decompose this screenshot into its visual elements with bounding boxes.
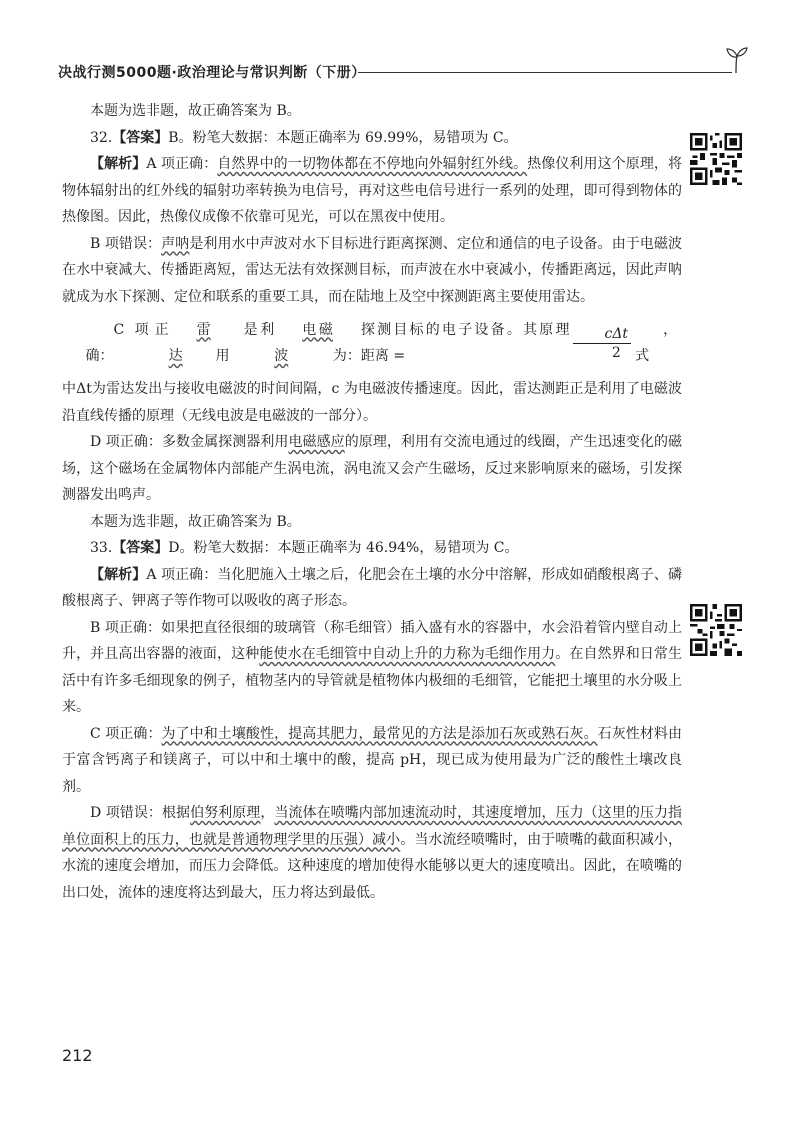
question-32-analysis-d: D 项正确：多数金属探测器利用电磁感应的原理，利用有交流电通过的线圈，产生迅速变化的磁场，这个磁场在金属物体内部能产生涡电流，涡电流又会产生磁场，反过来影响原来的磁场，引发探测器发出鸣声。 <box>62 434 682 503</box>
answer-line: 本题为选非题，故正确答案为 B。 <box>90 513 301 530</box>
question-32-analysis-a: 【解析】A 项正确：自然界中的一切物体都在不停地向外辐射红外线。热像仪利用这个原理，将物体辐射出的红外线的辐射功率转换为电信号，再对这些电信号进行一系列的处理，即可得到物体的热像图。因此，热像仪成像不依靠可见光，可以在黑夜中使用。 <box>62 156 683 225</box>
header-rule <box>358 72 732 73</box>
qr-code-icon[interactable] <box>690 133 742 185</box>
answer-line: 本题为选非题，故正确答案为 B。 <box>90 103 301 119</box>
distance-formula: $\frac{\text{cΔt}}{2}$ <box>573 325 631 362</box>
question-33-analysis-c: C 项正确：为了中和土壤酸性，提高其肥力，最常见的方法是添加石灰或熟石灰。石灰性材料由于富含钙离子和镁离子，可以中和土壤中的酸，提高 pH，现已成为使用最为广泛的酸性土壤改良剂。 <box>62 725 683 795</box>
question-33-analysis-d: D 项错误：根据伯努利原理，当流体在喷嘴内部加速流动时，其速度增加，压力（这里的压力指单位面积上的压力，也就是普通物理学里的压强）减小。当水流经喷嘴时，由于喷嘴的截面积减小，水流的速度会增加，而压力会降低。这种速度的增加使得水能够以更大的速度喷出。因此，在喷嘴的出口处，流体的速度将达到最大，压力将达到最低。 <box>62 805 683 901</box>
answer-label: 【答案】 <box>112 540 169 556</box>
question-32-analysis-c: 中Δt为雷达发出与接收电磁波的时间间隔，c 为电磁波传播速度。因此，雷达测距正是利用了电磁波沿直线传播的原理（无线电波是电磁波的一部分）。 <box>62 381 682 424</box>
book-title: 决战行测5000题·政治理论与常识判断（下册） <box>58 65 366 81</box>
question-33-analysis-a: 【解析】A 项正确：当化肥施入土壤之后，化肥会在土壤的水分中溶解，形成如硝酸根离子、磷酸根离子、钾离子等作物可以吸收的离子形态。 <box>62 566 683 609</box>
question-33-analysis-b: B 项正确：如果把直径很细的玻璃管（称毛细管）插入盛有水的容器中，水会沿着管内壁自动上升，并且高出容器的液面，这种能使水在毛细管中自动上升的力称为毛细作用力。在自然界和日常生活中有许多毛细现象的例子，植物茎内的导管就是植物体内极细的毛细管，它能把土壤里的水分吸上来。 <box>62 619 683 715</box>
question-32-answer: 32.【答案】B。粉笔大数据：本题正确率为 69.99%，易错项为 C。 <box>90 129 518 146</box>
answer-label: 【答案】 <box>112 129 169 146</box>
question-32-analysis-b: B 项错误：声呐是利用水中声波对水下目标进行距离探测、定位和通信的电子设备。由于电磁波在水中衰减大、传播距离短，雷达无法有效探测目标，而声波在水中衰减小，传播距离远，因此声呐就成为水下探测、定位和联系的重要工具，而在陆地上及空中探测距离主要使用雷达。 <box>62 235 683 305</box>
question-33-answer: 33.【答案】D。粉笔大数据：本题正确率为 46.94%，易错项为 C。 <box>90 540 519 556</box>
running-header <box>58 60 748 84</box>
qr-code-icon[interactable] <box>690 604 742 656</box>
question-32-analysis-c-formula: C 项正确： 雷达 是利用 电磁波 探测目标的电子设备。其原理为：距离 = $\frac{\text{cΔt}}{2}$ ，式 <box>85 321 678 364</box>
sprout-icon <box>724 46 748 74</box>
page-number: 212 <box>62 1046 93 1065</box>
page-body <box>62 98 682 906</box>
analysis-label: 【解析】 <box>90 566 147 583</box>
analysis-label: 【解析】 <box>90 156 147 172</box>
